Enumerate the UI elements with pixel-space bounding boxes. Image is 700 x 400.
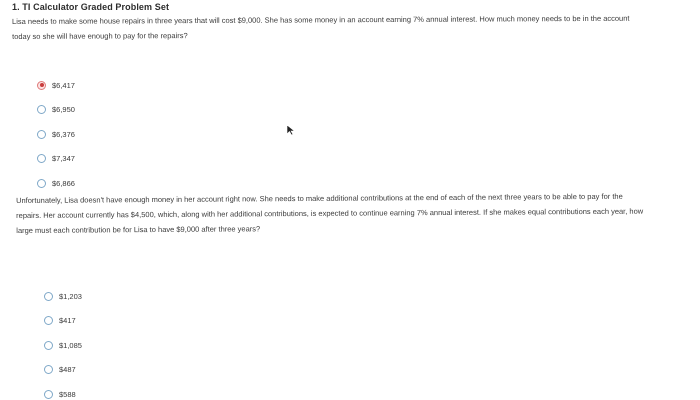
option-q2-5[interactable] xyxy=(44,382,82,400)
radio-icon[interactable] xyxy=(44,316,53,325)
radio-icon[interactable] xyxy=(37,105,46,114)
radio-icon[interactable] xyxy=(44,292,53,301)
radio-icon[interactable] xyxy=(37,130,46,139)
option-q1-3[interactable] xyxy=(37,122,75,147)
question-2-options xyxy=(44,284,82,400)
radio-icon[interactable] xyxy=(44,390,53,399)
radio-icon[interactable] xyxy=(44,365,53,374)
option-label: $487 xyxy=(59,365,76,375)
option-label: $6,950 xyxy=(52,105,75,115)
mouse-pointer-icon xyxy=(286,124,296,136)
option-label: $6,376 xyxy=(52,129,75,139)
option-q2-2[interactable] xyxy=(44,309,82,334)
question-1-options xyxy=(37,73,75,196)
option-label: $1,203 xyxy=(59,291,82,301)
option-q1-2[interactable] xyxy=(37,98,75,123)
radio-icon[interactable] xyxy=(37,179,46,188)
option-label: $7,347 xyxy=(52,154,75,164)
option-q2-1[interactable] xyxy=(44,284,82,309)
option-label: $6,417 xyxy=(52,80,75,90)
option-q2-3[interactable] xyxy=(44,333,82,358)
radio-icon[interactable] xyxy=(37,154,46,163)
option-label: $588 xyxy=(59,389,76,399)
option-q2-4[interactable] xyxy=(44,358,82,383)
page-title: 1. TI Calculator Graded Problem Set xyxy=(12,2,170,12)
question-2-text: Unfortunately, Lisa doesn't have enough money in her account right now. She needs to make additional contributions at the end of each of the next three years to be able to pay for the repairs. Her account currently has $4,500, which, along with her additional contributions, is expected to continue earning 7% annual interest. If she makes equal contributions each year, how large must each contribution be for Lisa to have $9,000 after three years? xyxy=(16,191,644,235)
option-q1-4[interactable] xyxy=(37,147,75,172)
radio-icon[interactable] xyxy=(44,341,53,350)
option-label: $6,866 xyxy=(52,178,75,188)
question-1-text: Lisa needs to make some house repairs in three years that will cost $9,000. She has some money in an account earning 7% annual interest. How much money needs to be in the account today so she will have enough to pay for the repairs? xyxy=(12,13,630,41)
option-q1-1[interactable] xyxy=(37,73,75,98)
option-label: $417 xyxy=(59,316,76,326)
option-label: $1,085 xyxy=(59,340,82,350)
radio-selected-icon[interactable] xyxy=(37,81,46,90)
